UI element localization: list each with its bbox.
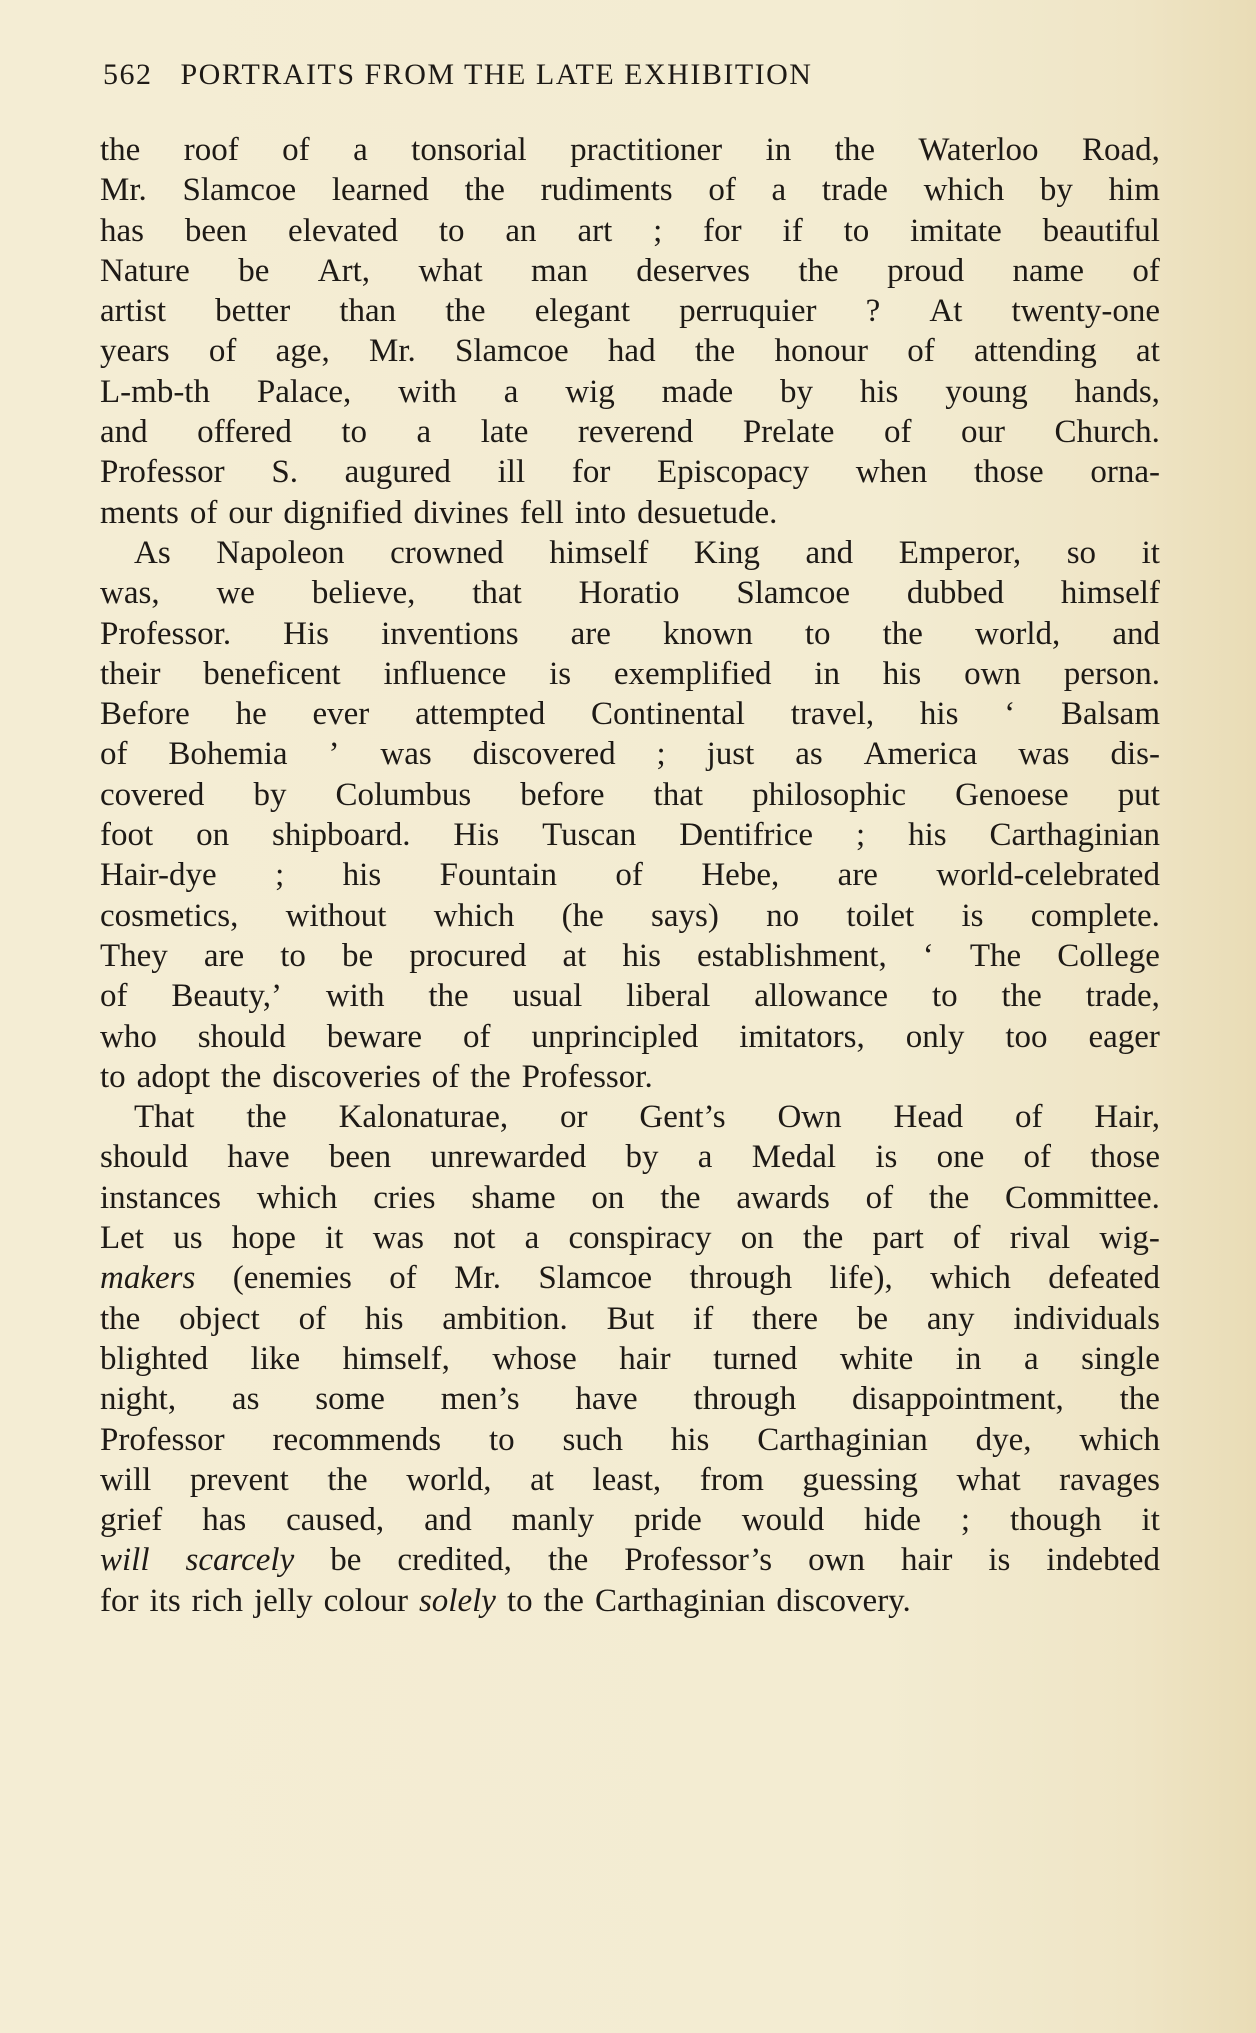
text-line: has been elevated to an art ; for if to imitate beautiful: [100, 212, 1160, 249]
text-line: of Bohemia ’ was discovered ; just as America was dis-: [100, 736, 1160, 773]
text-line: Nature be Art, what man deserves the proud name of: [100, 252, 1160, 289]
text-line: ments of our dignified divines fell into desuetude.: [100, 494, 778, 531]
text-line: will prevent the world, at least, from guessing what ravages: [100, 1461, 1160, 1498]
text-line: the roof of a tonsorial practitioner in the Waterloo Road,: [100, 132, 1160, 168]
text-line: foot on shipboard. His Tuscan Dentifrice ; his Carthaginian: [100, 817, 1160, 854]
text-line: cosmetics, without which (he says) no toilet is complete.: [100, 897, 1160, 934]
text-line: makers (enemies of Mr. Slamcoe through life), which defeated: [100, 1260, 1160, 1297]
page-number: 562: [103, 58, 153, 91]
text-line: That the Kalonaturae, or Gent’s Own Head of Hair,: [134, 1099, 1160, 1136]
text-line: L-mb-th Palace, with a wig made by his young hands,: [100, 373, 1160, 410]
text-line: should have been unrewarded by a Medal is one of those: [100, 1139, 1160, 1176]
text-line: As Napoleon crowned himself King and Emperor, so it: [134, 534, 1160, 571]
text-line: They are to be procured at his establishment, ‘ The College: [100, 937, 1160, 974]
text-line: blighted like himself, whose hair turned white in a single: [100, 1340, 1160, 1377]
paragraph: [100, 533, 1160, 1097]
text-line: covered by Columbus before that philosophic Genoese put: [100, 776, 1160, 813]
text-line: Mr. Slamcoe learned the rudiments of a trade which by him: [100, 172, 1160, 209]
text-line: was, we believe, that Horatio Slamcoe dubbed himself: [100, 575, 1160, 612]
text-line: their beneficent influence is exemplified in his own person.: [100, 655, 1160, 692]
text-line: night, as some men’s have through disappointment, the: [100, 1381, 1160, 1418]
running-title: PORTRAITS FROM THE LATE EXHIBITION: [180, 58, 813, 91]
text-line: Before he ever attempted Continental travel, his ‘ Balsam: [100, 696, 1160, 733]
text-line: of Beauty,’ with the usual liberal allowance to the trade,: [100, 978, 1160, 1015]
text-line: and offered to a late reverend Prelate of our Church.: [100, 414, 1160, 451]
text-line: the object of his ambition. But if there be any individuals: [100, 1300, 1160, 1337]
text-line: will scarcely be credited, the Professor’s own hair is indebted: [100, 1542, 1160, 1579]
paragraph: [100, 1097, 1160, 1621]
text-line: instances which cries shame on the awards of the Committee.: [100, 1179, 1160, 1216]
text-line: Professor S. augured ill for Episcopacy when those orna-: [100, 454, 1160, 491]
paragraph: [100, 130, 1160, 533]
text-line: to adopt the discoveries of the Professor.: [100, 1058, 653, 1095]
text-line: who should beware of unprincipled imitators, only too eager: [100, 1018, 1160, 1055]
running-head: [103, 58, 1163, 92]
text-line: for its rich jelly colour solely to the Carthaginian discovery.: [100, 1582, 911, 1619]
body-text: [100, 130, 1160, 1621]
text-line: artist better than the elegant perruquier ? At twenty-one: [100, 293, 1160, 330]
text-line: Let us hope it was not a conspiracy on the part of rival wig-: [100, 1220, 1160, 1257]
text-line: Professor recommends to such his Carthaginian dye, which: [100, 1421, 1160, 1458]
text-line: Professor. His inventions are known to the world, and: [100, 615, 1160, 652]
text-line: years of age, Mr. Slamcoe had the honour of attending at: [100, 333, 1160, 370]
text-line: Hair-dye ; his Fountain of Hebe, are world-celebrated: [100, 857, 1160, 894]
text-line: grief has caused, and manly pride would hide ; though it: [100, 1502, 1160, 1539]
